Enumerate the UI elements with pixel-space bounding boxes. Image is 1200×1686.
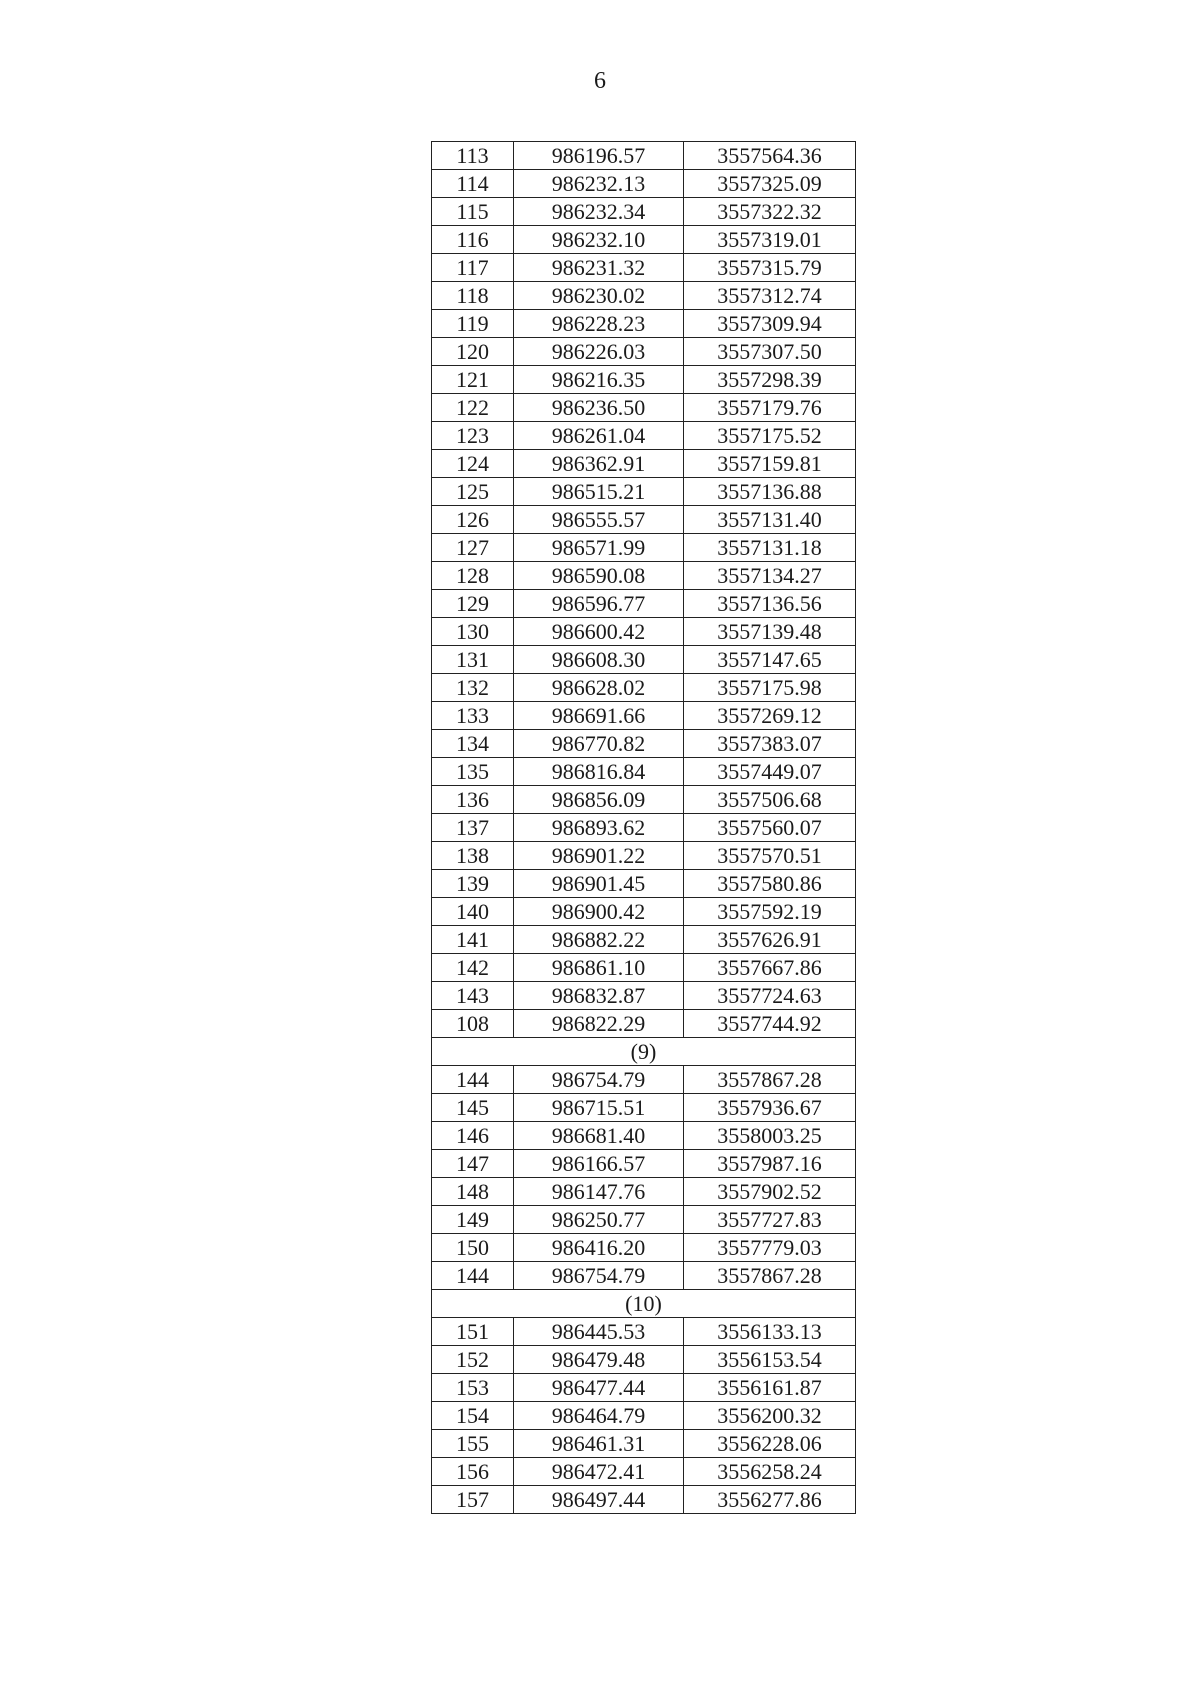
table-row <box>432 478 856 506</box>
x-coordinate-cell: 986628.02 <box>514 674 684 702</box>
point-number-cell: 148 <box>432 1178 514 1206</box>
table-row <box>432 422 856 450</box>
x-coordinate-cell: 986231.32 <box>514 254 684 282</box>
y-coordinate-cell: 3557312.74 <box>684 282 856 310</box>
y-coordinate-cell: 3557136.56 <box>684 590 856 618</box>
group-label: (9) <box>432 1038 856 1066</box>
table-row <box>432 842 856 870</box>
table-row <box>432 450 856 478</box>
x-coordinate-cell: 986261.04 <box>514 422 684 450</box>
point-number-cell: 125 <box>432 478 514 506</box>
y-coordinate-cell: 3557307.50 <box>684 338 856 366</box>
y-coordinate-cell: 3557936.67 <box>684 1094 856 1122</box>
point-number-cell: 118 <box>432 282 514 310</box>
table-row <box>432 674 856 702</box>
x-coordinate-cell: 986856.09 <box>514 786 684 814</box>
table-row <box>432 534 856 562</box>
y-coordinate-cell: 3556277.86 <box>684 1486 856 1514</box>
y-coordinate-cell: 3557131.40 <box>684 506 856 534</box>
point-number-cell: 140 <box>432 898 514 926</box>
point-number-cell: 152 <box>432 1346 514 1374</box>
y-coordinate-cell: 3557580.86 <box>684 870 856 898</box>
y-coordinate-cell: 3557724.63 <box>684 982 856 1010</box>
table-row <box>432 730 856 758</box>
point-number-cell: 128 <box>432 562 514 590</box>
point-number-cell: 138 <box>432 842 514 870</box>
point-number-cell: 139 <box>432 870 514 898</box>
table-row <box>432 1374 856 1402</box>
y-coordinate-cell: 3557449.07 <box>684 758 856 786</box>
table-row <box>432 1122 856 1150</box>
y-coordinate-cell: 3557147.65 <box>684 646 856 674</box>
y-coordinate-cell: 3557309.94 <box>684 310 856 338</box>
x-coordinate-cell: 986691.66 <box>514 702 684 730</box>
x-coordinate-cell: 986770.82 <box>514 730 684 758</box>
table-row <box>432 1402 856 1430</box>
point-number-cell: 115 <box>432 198 514 226</box>
table-row <box>432 1234 856 1262</box>
point-number-cell: 133 <box>432 702 514 730</box>
table-row <box>432 646 856 674</box>
y-coordinate-cell: 3557315.79 <box>684 254 856 282</box>
table-row <box>432 870 856 898</box>
table-row <box>432 814 856 842</box>
x-coordinate-cell: 986608.30 <box>514 646 684 674</box>
x-coordinate-cell: 986479.48 <box>514 1346 684 1374</box>
point-number-cell: 154 <box>432 1402 514 1430</box>
y-coordinate-cell: 3556258.24 <box>684 1458 856 1486</box>
table-row <box>432 1262 856 1290</box>
x-coordinate-cell: 986715.51 <box>514 1094 684 1122</box>
point-number-cell: 150 <box>432 1234 514 1262</box>
x-coordinate-cell: 986816.84 <box>514 758 684 786</box>
y-coordinate-cell: 3556228.06 <box>684 1430 856 1458</box>
x-coordinate-cell: 986461.31 <box>514 1430 684 1458</box>
point-number-cell: 155 <box>432 1430 514 1458</box>
point-number-cell: 156 <box>432 1458 514 1486</box>
point-number-cell: 135 <box>432 758 514 786</box>
x-coordinate-cell: 986590.08 <box>514 562 684 590</box>
coordinates-table <box>431 141 856 1514</box>
y-coordinate-cell: 3557987.16 <box>684 1150 856 1178</box>
table-row <box>432 898 856 926</box>
point-number-cell: 108 <box>432 1010 514 1038</box>
table-row <box>432 254 856 282</box>
table-row <box>432 1486 856 1514</box>
y-coordinate-cell: 3557570.51 <box>684 842 856 870</box>
group-header-row <box>432 1290 856 1318</box>
y-coordinate-cell: 3557175.52 <box>684 422 856 450</box>
x-coordinate-cell: 986230.02 <box>514 282 684 310</box>
table-row <box>432 170 856 198</box>
x-coordinate-cell: 986445.53 <box>514 1318 684 1346</box>
table-row <box>432 142 856 170</box>
y-coordinate-cell: 3557322.32 <box>684 198 856 226</box>
x-coordinate-cell: 986822.29 <box>514 1010 684 1038</box>
point-number-cell: 119 <box>432 310 514 338</box>
point-number-cell: 129 <box>432 590 514 618</box>
x-coordinate-cell: 986893.62 <box>514 814 684 842</box>
x-coordinate-cell: 986681.40 <box>514 1122 684 1150</box>
x-coordinate-cell: 986754.79 <box>514 1066 684 1094</box>
table-row <box>432 954 856 982</box>
y-coordinate-cell: 3556200.32 <box>684 1402 856 1430</box>
y-coordinate-cell: 3556133.13 <box>684 1318 856 1346</box>
point-number-cell: 144 <box>432 1262 514 1290</box>
table-row <box>432 1458 856 1486</box>
x-coordinate-cell: 986232.34 <box>514 198 684 226</box>
coordinates-table-body <box>432 142 856 1514</box>
point-number-cell: 127 <box>432 534 514 562</box>
x-coordinate-cell: 986515.21 <box>514 478 684 506</box>
y-coordinate-cell: 3557626.91 <box>684 926 856 954</box>
point-number-cell: 137 <box>432 814 514 842</box>
y-coordinate-cell: 3557319.01 <box>684 226 856 254</box>
y-coordinate-cell: 3557175.98 <box>684 674 856 702</box>
table-row <box>432 310 856 338</box>
table-row <box>432 618 856 646</box>
x-coordinate-cell: 986901.45 <box>514 870 684 898</box>
point-number-cell: 121 <box>432 366 514 394</box>
y-coordinate-cell: 3557269.12 <box>684 702 856 730</box>
y-coordinate-cell: 3557867.28 <box>684 1066 856 1094</box>
y-coordinate-cell: 3557298.39 <box>684 366 856 394</box>
y-coordinate-cell: 3557667.86 <box>684 954 856 982</box>
table-row <box>432 1346 856 1374</box>
group-header-row <box>432 1038 856 1066</box>
x-coordinate-cell: 986477.44 <box>514 1374 684 1402</box>
table-row <box>432 1430 856 1458</box>
point-number-cell: 142 <box>432 954 514 982</box>
table-row <box>432 366 856 394</box>
point-number-cell: 136 <box>432 786 514 814</box>
point-number-cell: 131 <box>432 646 514 674</box>
x-coordinate-cell: 986861.10 <box>514 954 684 982</box>
y-coordinate-cell: 3557131.18 <box>684 534 856 562</box>
x-coordinate-cell: 986236.50 <box>514 394 684 422</box>
table-row <box>432 1094 856 1122</box>
table-row <box>432 1318 856 1346</box>
x-coordinate-cell: 986472.41 <box>514 1458 684 1486</box>
x-coordinate-cell: 986571.99 <box>514 534 684 562</box>
point-number-cell: 145 <box>432 1094 514 1122</box>
point-number-cell: 157 <box>432 1486 514 1514</box>
point-number-cell: 113 <box>432 142 514 170</box>
table-row <box>432 1066 856 1094</box>
x-coordinate-cell: 986232.10 <box>514 226 684 254</box>
table-row <box>432 1150 856 1178</box>
x-coordinate-cell: 986226.03 <box>514 338 684 366</box>
point-number-cell: 149 <box>432 1206 514 1234</box>
point-number-cell: 151 <box>432 1318 514 1346</box>
table-row <box>432 926 856 954</box>
table-row <box>432 338 856 366</box>
x-coordinate-cell: 986900.42 <box>514 898 684 926</box>
y-coordinate-cell: 3556161.87 <box>684 1374 856 1402</box>
point-number-cell: 116 <box>432 226 514 254</box>
x-coordinate-cell: 986147.76 <box>514 1178 684 1206</box>
x-coordinate-cell: 986596.77 <box>514 590 684 618</box>
point-number-cell: 126 <box>432 506 514 534</box>
x-coordinate-cell: 986901.22 <box>514 842 684 870</box>
x-coordinate-cell: 986882.22 <box>514 926 684 954</box>
point-number-cell: 153 <box>432 1374 514 1402</box>
y-coordinate-cell: 3557564.36 <box>684 142 856 170</box>
table-row <box>432 786 856 814</box>
table-row <box>432 198 856 226</box>
table-row <box>432 226 856 254</box>
y-coordinate-cell: 3557325.09 <box>684 170 856 198</box>
x-coordinate-cell: 986600.42 <box>514 618 684 646</box>
table-row <box>432 982 856 1010</box>
x-coordinate-cell: 986362.91 <box>514 450 684 478</box>
y-coordinate-cell: 3558003.25 <box>684 1122 856 1150</box>
page-number: 6 <box>594 68 606 94</box>
table-row <box>432 1206 856 1234</box>
x-coordinate-cell: 986555.57 <box>514 506 684 534</box>
table-row <box>432 702 856 730</box>
point-number-cell: 132 <box>432 674 514 702</box>
x-coordinate-cell: 986232.13 <box>514 170 684 198</box>
table-row <box>432 506 856 534</box>
table-row <box>432 282 856 310</box>
x-coordinate-cell: 986166.57 <box>514 1150 684 1178</box>
point-number-cell: 146 <box>432 1122 514 1150</box>
table-row <box>432 562 856 590</box>
table-row <box>432 394 856 422</box>
point-number-cell: 130 <box>432 618 514 646</box>
x-coordinate-cell: 986497.44 <box>514 1486 684 1514</box>
table-row <box>432 1010 856 1038</box>
x-coordinate-cell: 986228.23 <box>514 310 684 338</box>
y-coordinate-cell: 3557159.81 <box>684 450 856 478</box>
y-coordinate-cell: 3557136.88 <box>684 478 856 506</box>
point-number-cell: 114 <box>432 170 514 198</box>
y-coordinate-cell: 3557179.76 <box>684 394 856 422</box>
y-coordinate-cell: 3557744.92 <box>684 1010 856 1038</box>
x-coordinate-cell: 986832.87 <box>514 982 684 1010</box>
x-coordinate-cell: 986216.35 <box>514 366 684 394</box>
x-coordinate-cell: 986464.79 <box>514 1402 684 1430</box>
y-coordinate-cell: 3557902.52 <box>684 1178 856 1206</box>
y-coordinate-cell: 3557867.28 <box>684 1262 856 1290</box>
x-coordinate-cell: 986416.20 <box>514 1234 684 1262</box>
table-row <box>432 590 856 618</box>
table-row <box>432 758 856 786</box>
point-number-cell: 122 <box>432 394 514 422</box>
y-coordinate-cell: 3557139.48 <box>684 618 856 646</box>
y-coordinate-cell: 3557383.07 <box>684 730 856 758</box>
x-coordinate-cell: 986250.77 <box>514 1206 684 1234</box>
y-coordinate-cell: 3557592.19 <box>684 898 856 926</box>
table-row <box>432 1178 856 1206</box>
y-coordinate-cell: 3557727.83 <box>684 1206 856 1234</box>
point-number-cell: 117 <box>432 254 514 282</box>
point-number-cell: 143 <box>432 982 514 1010</box>
point-number-cell: 134 <box>432 730 514 758</box>
group-label: (10) <box>432 1290 856 1318</box>
x-coordinate-cell: 986754.79 <box>514 1262 684 1290</box>
point-number-cell: 141 <box>432 926 514 954</box>
point-number-cell: 124 <box>432 450 514 478</box>
point-number-cell: 147 <box>432 1150 514 1178</box>
y-coordinate-cell: 3557134.27 <box>684 562 856 590</box>
y-coordinate-cell: 3557779.03 <box>684 1234 856 1262</box>
y-coordinate-cell: 3557506.68 <box>684 786 856 814</box>
point-number-cell: 123 <box>432 422 514 450</box>
x-coordinate-cell: 986196.57 <box>514 142 684 170</box>
y-coordinate-cell: 3557560.07 <box>684 814 856 842</box>
y-coordinate-cell: 3556153.54 <box>684 1346 856 1374</box>
point-number-cell: 120 <box>432 338 514 366</box>
point-number-cell: 144 <box>432 1066 514 1094</box>
